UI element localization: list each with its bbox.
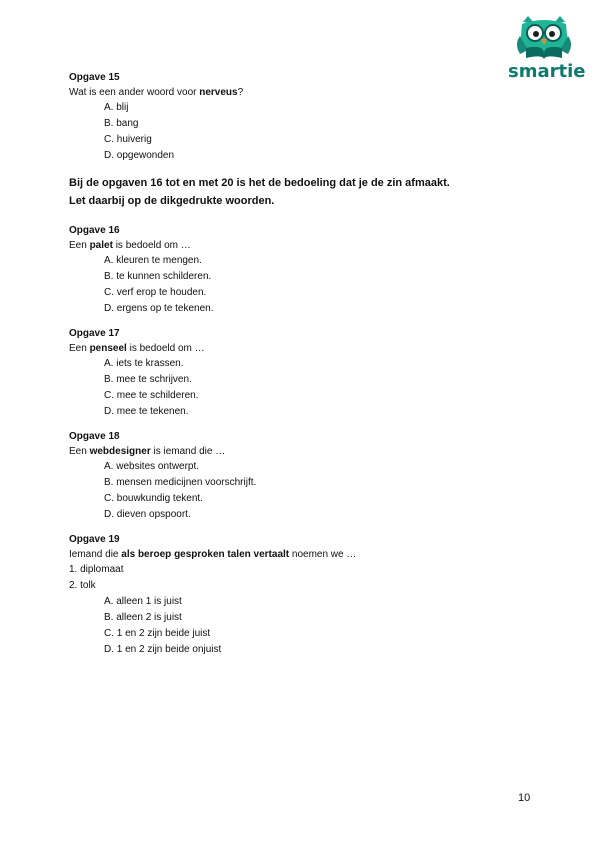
answer-option-b: B. mee te schrijven. — [104, 374, 192, 385]
exercise-content — [69, 71, 549, 668]
instruction — [69, 174, 549, 210]
answer-option-a: A. websites ontwerpt. — [104, 461, 200, 472]
question-text: Iemand die als beroep gesproken talen vertaalt noemen we … — [69, 549, 357, 560]
question-title: Opgave 17 — [69, 328, 120, 339]
answer-option-b: B. mensen medicijnen voorschrijft. — [104, 477, 257, 488]
answer-option-d: D. 1 en 2 zijn beide onjuist — [104, 644, 222, 655]
statement-2: 2. tolk — [69, 580, 96, 591]
answer-option-b: B. alleen 2 is juist — [104, 612, 182, 623]
question-18 — [69, 430, 549, 523]
question-text: Een penseel is bedoeld om … — [69, 343, 205, 354]
question-title: Opgave 18 — [69, 431, 120, 442]
answer-option-d: D. dieven opspoort. — [104, 509, 191, 520]
answer-option-d: D. opgewonden — [104, 150, 175, 161]
question-text: Wat is een ander woord voor nerveus? — [69, 87, 244, 98]
page-number: 10 — [518, 792, 531, 804]
question-15 — [69, 71, 549, 164]
answer-option-d: D. mee te tekenen. — [104, 406, 189, 417]
question-title: Opgave 19 — [69, 534, 120, 545]
question-title: Opgave 16 — [69, 225, 120, 236]
brand-name: smartie — [508, 61, 586, 82]
question-19 — [69, 533, 549, 658]
instruction-line-1: Bij de opgaven 16 tot en met 20 is het de bedoeling dat je de zin afmaakt. — [69, 177, 450, 189]
answer-option-c: C. 1 en 2 zijn beide juist — [104, 628, 211, 639]
answer-option-d: D. ergens op te tekenen. — [104, 303, 214, 314]
answer-option-c: C. huiverig — [104, 134, 152, 145]
answer-option-a: A. alleen 1 is juist — [104, 596, 182, 607]
question-17 — [69, 327, 549, 420]
question-text: Een palet is bedoeld om … — [69, 240, 191, 251]
statement-1: 1. diplomaat — [69, 564, 124, 575]
question-text: Een webdesigner is iemand die … — [69, 446, 226, 457]
answer-option-b: B. te kunnen schilderen. — [104, 271, 212, 282]
answer-option-c: C. bouwkundig tekent. — [104, 493, 203, 504]
answer-option-a: A. iets te krassen. — [104, 358, 184, 369]
answer-option-c: C. verf erop te houden. — [104, 287, 207, 298]
answer-option-a: A. blij — [104, 102, 129, 113]
answer-option-a: A. kleuren te mengen. — [104, 255, 202, 266]
owl-icon — [508, 14, 580, 62]
question-title: Opgave 15 — [69, 72, 120, 83]
answer-option-c: C. mee te schilderen. — [104, 390, 199, 401]
answer-option-b: B. bang — [104, 118, 139, 129]
instruction-line-2: Let daarbij op de dikgedrukte woorden. — [69, 195, 275, 207]
question-16 — [69, 224, 549, 317]
